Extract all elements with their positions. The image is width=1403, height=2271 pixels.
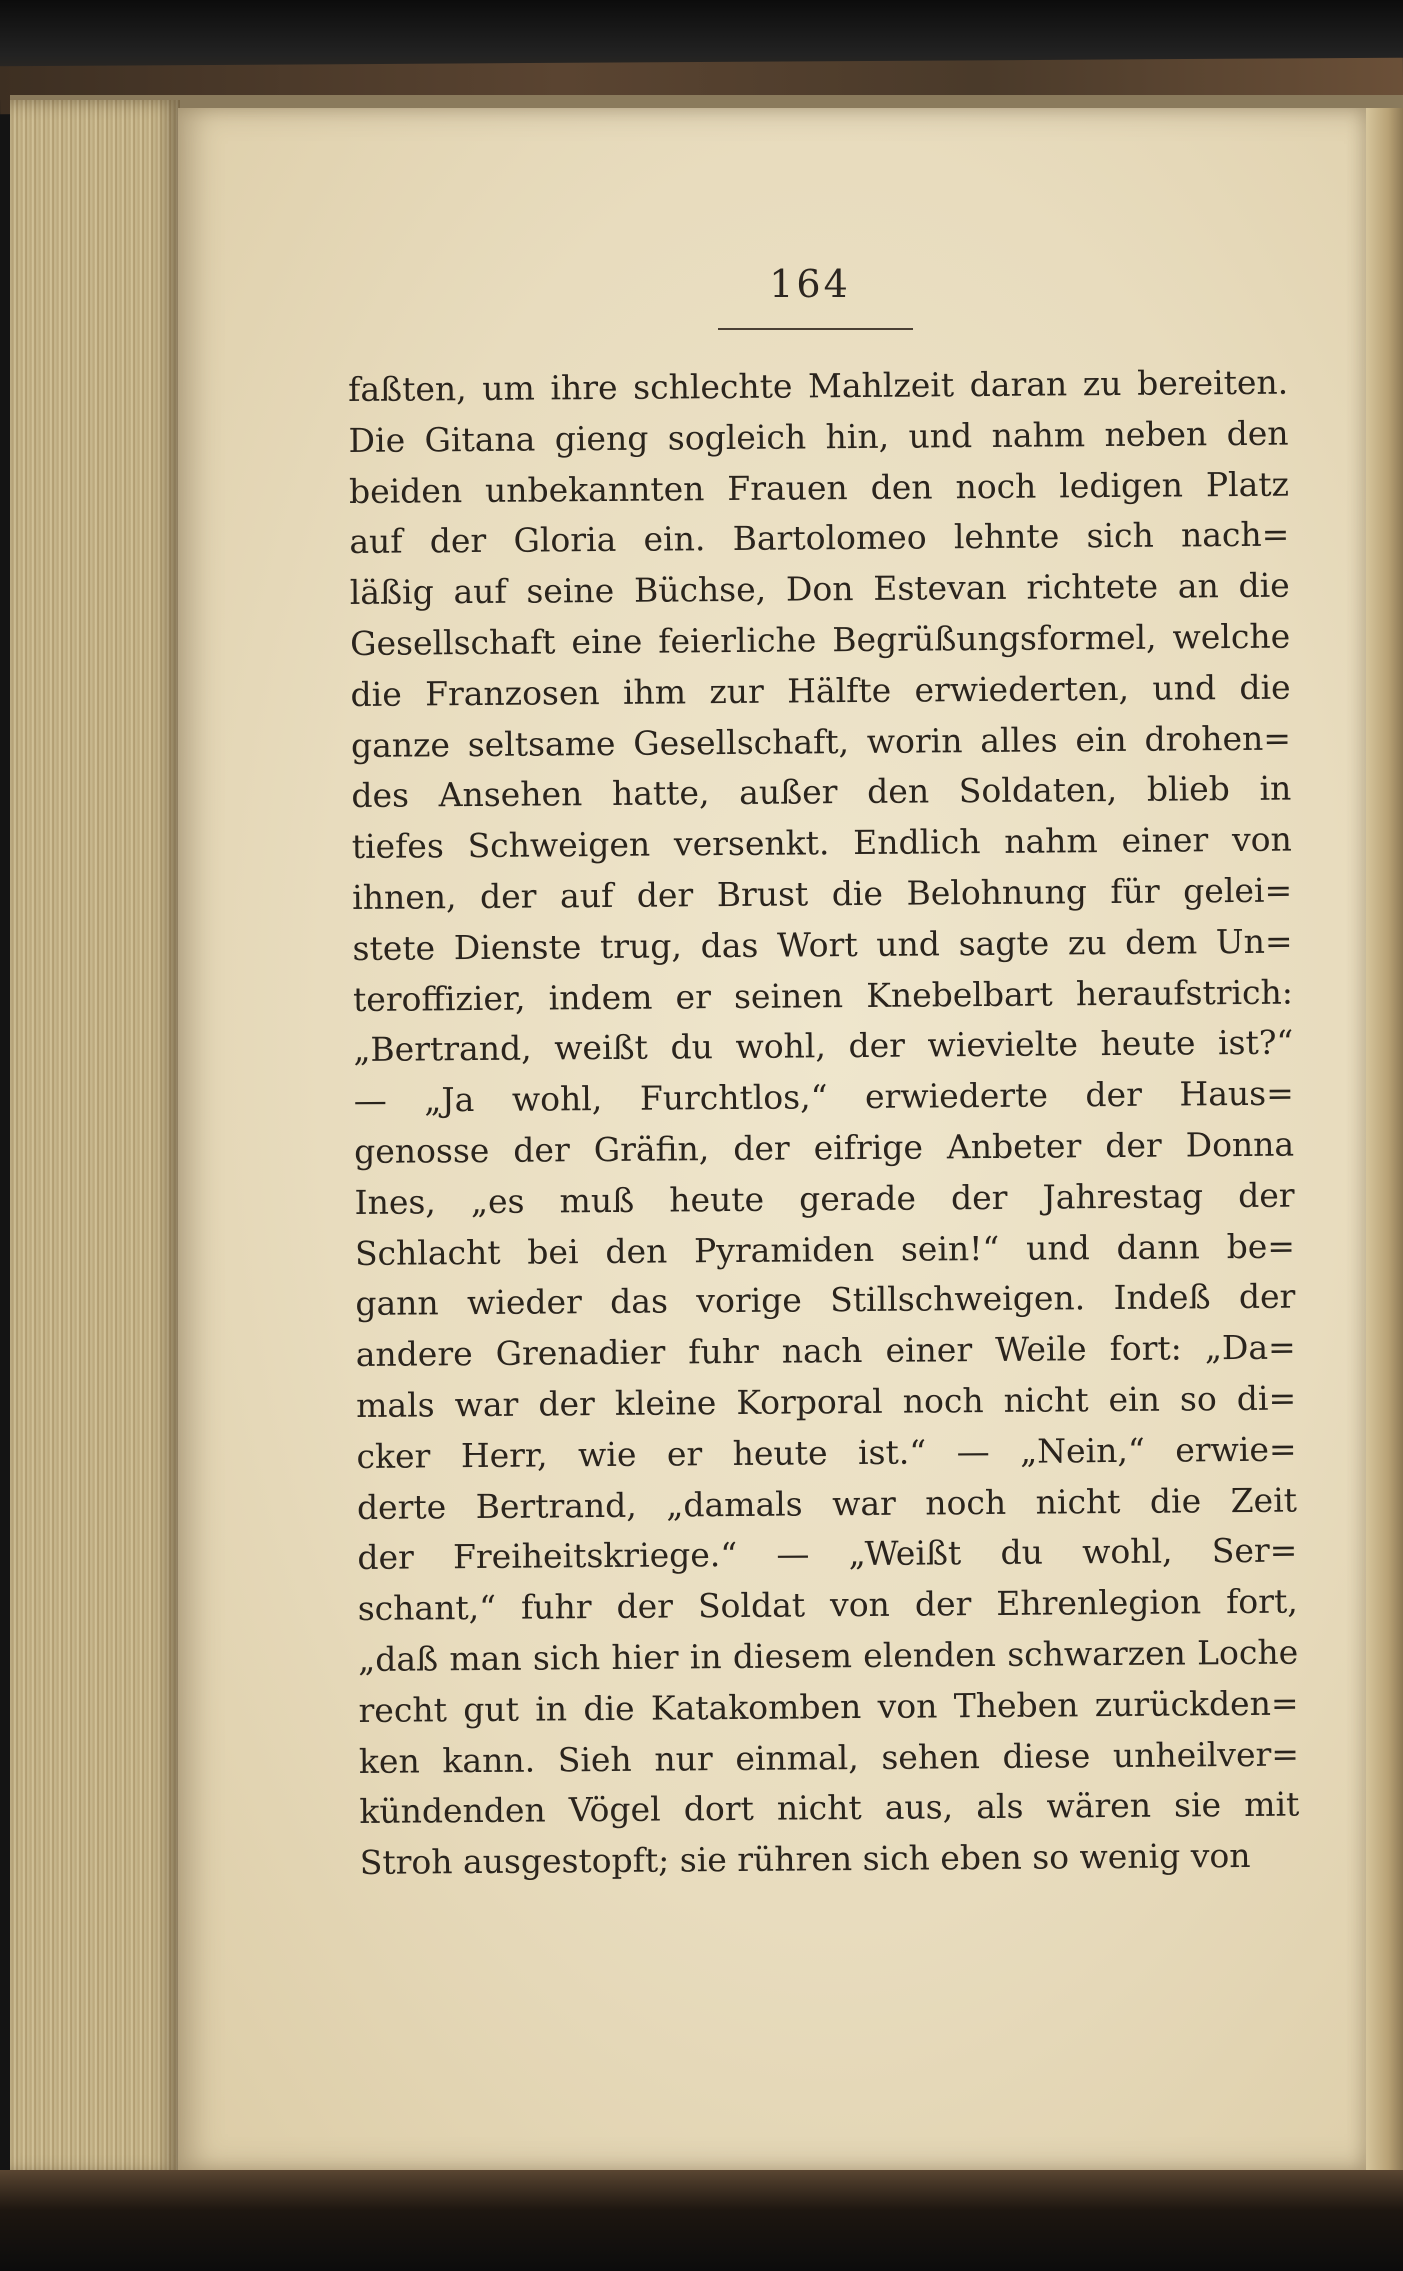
text-line: der Freiheitskriege.“ — „Weißt du wohl, Ser= [357, 1530, 1298, 1578]
right-page-edge [1366, 108, 1403, 2170]
book-bottom-edge [0, 2170, 1403, 2271]
text-line: ihnen, der auf der Brust die Belohnung für gelei= [352, 870, 1293, 917]
text-line: cker Herr, wie er heute ist.“ — „Nein,“ erwie= [356, 1429, 1297, 1476]
page-stack-edge [10, 100, 180, 2175]
text-line: Stroh ausgestopft; sie rühren sich eben so wenig von [359, 1836, 1251, 1883]
text-line: kündenden Vögel dort nicht aus, als wären sie mit [359, 1784, 1300, 1832]
text-line: faßten, um ihre schlechte Mahlzeit daran zu bereiten. [348, 362, 1289, 409]
text-line: des Ansehen hatte, außer den Soldaten, blieb in [351, 768, 1292, 816]
text-line: stete Dienste trug, das Wort und sagte zu dem Un= [352, 921, 1293, 968]
text-line: andere Grenadier fuhr nach einer Weile fort: „Da= [355, 1327, 1296, 1375]
text-line: Ines, „es muß heute gerade der Jahrestag der [354, 1175, 1295, 1222]
text-line: die Franzosen ihm zur Hälfte erwiederten, und die [350, 667, 1291, 714]
text-line: tiefes Schweigen versenkt. Endlich nahm einer von [351, 819, 1292, 867]
text-line: — „Ja wohl, Furchtlos,“ erwiederte der Haus= [353, 1073, 1294, 1121]
text-line: recht gut in die Katakomben von Theben zurückden= [358, 1683, 1299, 1730]
text-line: Gesellschaft eine feierliche Begrüßungsformel, welche [350, 616, 1291, 663]
text-line: genosse der Gräfin, der eifrige Anbeter der Donna [354, 1124, 1295, 1171]
text-line: gann wieder das vorige Stillschweigen. Indeß der [355, 1276, 1296, 1324]
text-line: mals war der kleine Korporal noch nicht ein so di= [356, 1378, 1297, 1425]
text-line: teroffizier, indem er seinen Knebelbart heraufstrich: [352, 972, 1294, 1019]
text-line: schant,“ fuhr der Soldat von der Ehrenlegion fort, [357, 1581, 1298, 1629]
text-line: Schlacht bei den Pyramiden sein!“ und dann be= [354, 1226, 1296, 1273]
header-rule [718, 328, 913, 330]
text-line: derte Bertrand, „damals war noch nicht die Zeit [356, 1480, 1298, 1527]
text-line: ken kann. Sieh nur einmal, sehen diese unheilver= [358, 1734, 1300, 1781]
body-text [348, 358, 1300, 1889]
page-number: 164 [769, 262, 851, 306]
text-line: „Bertrand, weißt du wohl, der wievielte heute ist?“ [353, 1022, 1294, 1070]
text-line: läßig auf seine Büchse, Don Estevan richtete an die [349, 565, 1290, 613]
text-line: „daß man sich hier in diesem elenden schwarzen Loche [358, 1632, 1299, 1679]
text-line: beiden unbekannten Frauen den noch ledigen Platz [348, 464, 1290, 511]
text-line: ganze seltsame Gesellschaft, worin alles ein drohen= [350, 718, 1292, 765]
text-line: Die Gitana gieng sogleich hin, und nahm neben den [348, 413, 1289, 460]
text-line: auf der Gloria ein. Bartolomeo lehnte sich nach= [349, 515, 1290, 562]
